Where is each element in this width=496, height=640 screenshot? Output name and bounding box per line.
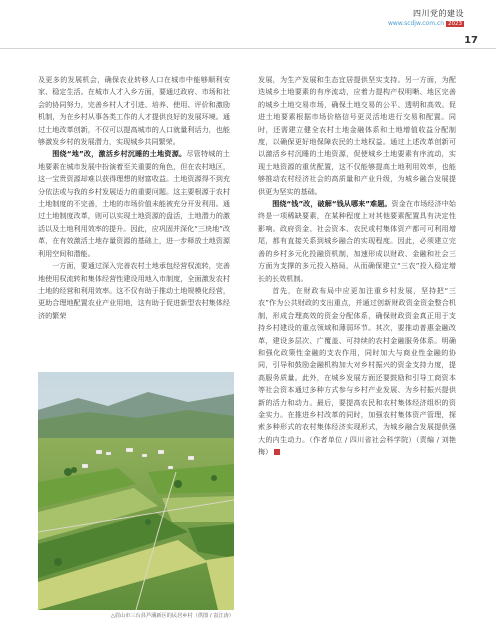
right-column bbox=[258, 74, 456, 459]
header-divider bbox=[0, 48, 496, 49]
magazine-logo bbox=[388, 8, 464, 27]
left-paragraph-3: 一方面，要通过深入完善农村土地承包经营权流转，完善地使用权流转和集体经营性建设用地入市制度，全面激发农村土地的经营和利用效率。这不仅有助于推动土地规模化经营，更助合理地配置农业产业用地，这有助于促进新型农村集体经济的繁荣 bbox=[38, 261, 230, 320]
right-paragraph-1: 发展，为生产发展和生态宜居提供坚实支持。另一方面，为配迭城乡土地要素的有序流动，应着力提构产权明晰、地区完善的城乡土地交易市场，确保土地交易的公平、透明和高效。促进土地要素根据市场价格信号更灵活地进行交易和配置。同时，还需建立健全农村土地金融体系和土地增值收益分配制度，以确保更好地保障农民的土地权益。通过上述改革创新可以激活乡村沉睡的土地资源，促使城乡土地要素有序流动，实现土地资源的重优配置，这不仅能够提高土地利用效率，也能够推动农村经济社会的高质量和产业升级，为城乡融合发展提供更为坚实的基础。 bbox=[258, 75, 456, 196]
farmland-photo bbox=[38, 372, 234, 610]
year-badge: 2023 bbox=[448, 21, 462, 27]
article-end-mark: 口 bbox=[274, 449, 280, 455]
author-credit: （作者单位 / 四川省社会科学院）（责编 / 刘艳梅） bbox=[258, 434, 456, 457]
right-paragraph-3 bbox=[258, 285, 456, 459]
right-paragraph-2 bbox=[258, 198, 456, 285]
magazine-url: www.scdjw.com.cn bbox=[388, 20, 445, 27]
left-paragraph-1: 及更多的发展机会，确保农业转移人口在城市中能够顺利安家、稳定生活。在城市人才入乡方面，要通过政府、市场和社会的协同努力，完善乡村人才引进、培养、使用、评价和激励机制，为在乡村从事各类工作的人才提供良好的发展环境。通过土地改革创新，不仅可以提高城市的人口就量利话力，也能够激发乡村的发展潜力，实现城乡共同繁荣。 bbox=[38, 75, 230, 147]
magazine-title: 四川党的建设 bbox=[413, 9, 464, 18]
photo-caption: △眉山市三台县芦溪新区的民居乡村（供图 / 袁江涛） bbox=[110, 613, 234, 619]
right-paragraph-3-text: 首先，在财政布局中应更加注重乡村发展，坚持把“三农”作为公共财政的支出重点，并通过创新财政资金资金整合机制，形成合理高效的资金分配体系，确保财政资金真正用于支持乡村建设的重点领域和薄弱环节。其次，要推动普惠金融改革，建设多层次、广覆盖、可持续的农村金融服务体系。明确和强化政策性金融的支农作用，同时加大与商业性金融的协同，引导和鼓励金融机构加大对乡村振兴的资金支持力度，提高服务质量。此外，在城乡发展方面还要鼓励和引导工商资本等社会资本通过多种方式参与乡村产业发展、为乡村振兴提供新的活力和动力。最后，要提高农民和农村集体经济组织的资金实力。在推进乡村改革的同时，加强农村集体资产管理，探索多种形式的农村集体经济实现形式，为城乡融合发展提供强大的内生动力。 bbox=[258, 285, 456, 444]
magazine-url-line bbox=[388, 20, 464, 27]
page-number: 17 bbox=[464, 35, 478, 46]
left-paragraph-2-text: 尽管特城的土地要素在城市发展中扮演着至关重要的角色，但在农村地区，这一宝贵资源却难以获得理想的财富收益。土地资源得不到充分依法或与我的乡村发展适力的重要问题。这主要根源于农村土地制度的不完善，土地的市场价值未能被充分开发利用。通过土地制度改革，则可以实现土地资源的盘活，土地潜力的激活以及土地利用效率的提升。因此，应巩固并深化“三块地”改革，在有效激活土地存量资源的基础上，进一步释放土地资源利用空间和潜能。 bbox=[38, 149, 231, 258]
left-paragraph-2 bbox=[38, 148, 230, 260]
left-column bbox=[38, 74, 230, 322]
section-heading-money: 围绕“钱”改，破解“钱从哪来”难题。 bbox=[272, 199, 392, 209]
page-header bbox=[0, 0, 496, 50]
section-heading-land: 围绕“地”改，激活乡村沉睡的土地资源。 bbox=[52, 149, 187, 159]
right-paragraph-2-text: 资金在市场经济中始终是一项稀缺要素，在某种程度上对其他要素配置具有决定性影响。政府资金、社会资本、农民或村集体资产都可可利用增尾，都有直接关系到城乡融合的实现程度。因此，必须建立完善的乡村多元化投融资机制，加速形成以财政、金融和社会三方面为支撑的多元投入格局，从而确保建立“三农”投入稳定增长的长效机制。 bbox=[258, 199, 457, 283]
